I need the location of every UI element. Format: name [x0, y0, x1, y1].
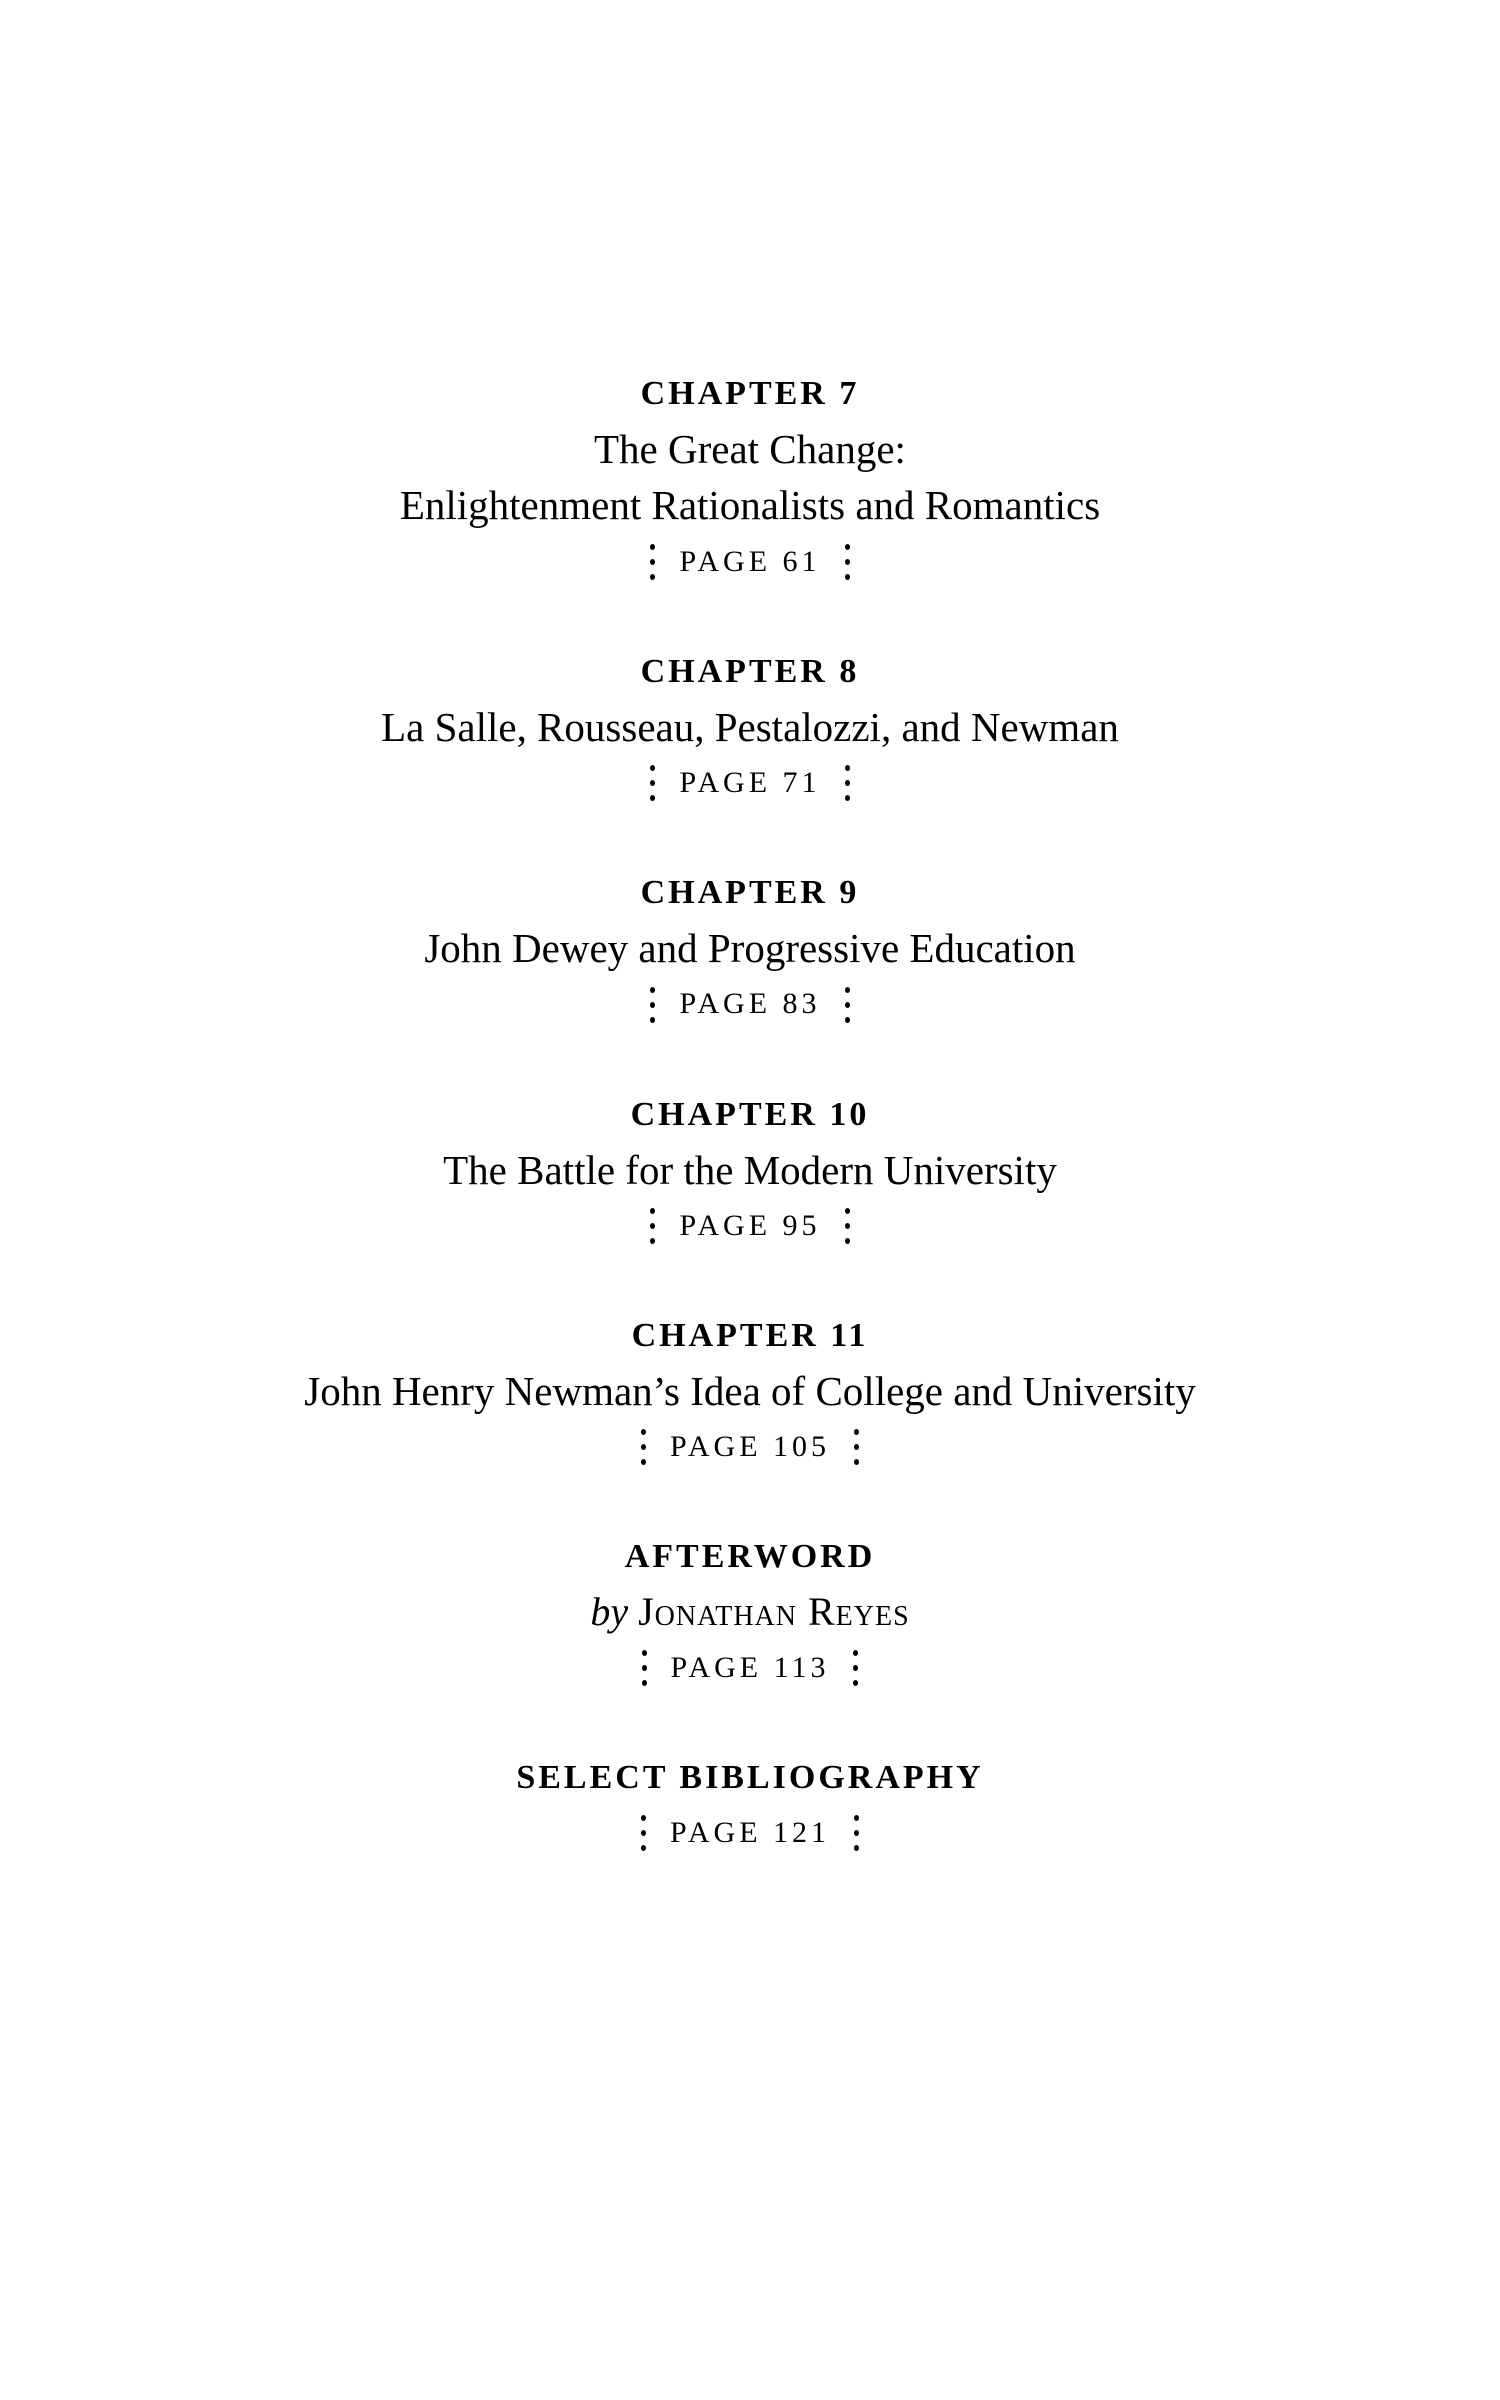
section-heading: AFTERWORD: [624, 1538, 876, 1576]
tricolon-icon: [641, 1815, 646, 1851]
page-reference: [641, 1815, 859, 1851]
page-reference: [650, 1208, 849, 1244]
chapter-heading: CHAPTER 11: [631, 1317, 869, 1355]
page-number-label: PAGE 83: [679, 987, 821, 1021]
byline-author-name: Jonathan Reyes: [638, 1589, 910, 1635]
page-reference: [642, 1650, 859, 1686]
section-heading: SELECT BIBLIOGRAPHY: [516, 1759, 984, 1797]
byline-prefix: by: [590, 1589, 629, 1635]
tricolon-icon: [845, 987, 850, 1023]
toc-entry-chapter-10: [443, 1095, 1057, 1244]
page-number-label: PAGE 61: [679, 544, 821, 578]
tricolon-icon: [845, 544, 850, 580]
page-number-label: PAGE 113: [670, 1651, 830, 1684]
page-reference: [650, 544, 849, 580]
chapter-title-line: John Dewey and Progressive Education: [424, 925, 1076, 972]
chapter-heading: CHAPTER 8: [640, 652, 860, 690]
toc-entry-chapter-11: [304, 1316, 1196, 1465]
toc-entry-chapter-9: [424, 873, 1075, 1022]
toc-entry-chapter-8: [381, 652, 1119, 801]
page-number-label: PAGE 71: [679, 766, 821, 800]
toc-entry-afterword: [590, 1537, 909, 1686]
chapter-title-line: The Battle for the Modern University: [443, 1146, 1057, 1193]
page-number-label: PAGE 105: [669, 1430, 831, 1464]
tricolon-icon: [854, 1815, 859, 1851]
chapter-title-line: Enlightenment Rationalists and Romantics: [399, 482, 1101, 529]
tricolon-icon: [845, 765, 850, 801]
tricolon-icon: [853, 1650, 858, 1686]
chapter-title-line: La Salle, Rousseau, Pestalozzi, and Newman: [381, 703, 1119, 750]
chapter-title-line: John Henry Newman’s Idea of College and University: [304, 1367, 1196, 1414]
chapter-heading: CHAPTER 7: [640, 375, 860, 412]
tricolon-icon: [642, 1650, 647, 1686]
chapter-heading: CHAPTER 10: [630, 1095, 870, 1133]
page-number-label: PAGE 95: [679, 1208, 821, 1242]
chapter-title-line: The Great Change:: [594, 425, 906, 472]
tricolon-icon: [650, 1208, 655, 1244]
chapter-heading: CHAPTER 9: [640, 874, 860, 912]
tricolon-icon: [641, 1429, 646, 1465]
afterword-byline: [590, 1584, 909, 1640]
toc-entry-select-bibliography: [516, 1758, 983, 1851]
tricolon-icon: [854, 1429, 859, 1465]
page-reference: [650, 765, 849, 801]
page-reference: [641, 1429, 859, 1465]
table-of-contents: [0, 374, 1500, 1923]
page-reference: [650, 987, 849, 1023]
tricolon-icon: [650, 765, 655, 801]
page-number-label: PAGE 121: [669, 1815, 831, 1849]
toc-entry-chapter-7: [400, 374, 1100, 580]
tricolon-icon: [650, 987, 655, 1023]
tricolon-icon: [650, 544, 655, 580]
tricolon-icon: [845, 1208, 850, 1244]
